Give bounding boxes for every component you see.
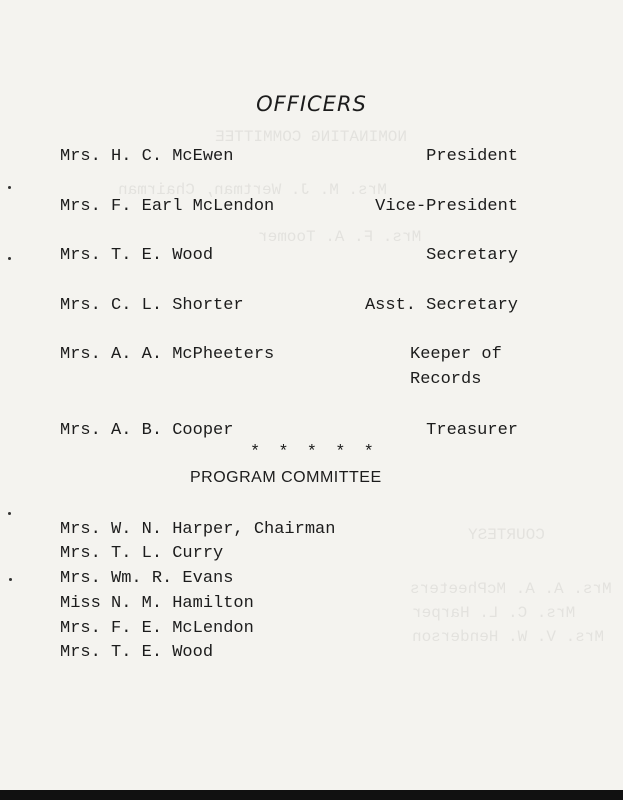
bleed-through-text: COURTESY — [468, 526, 545, 544]
program-committee-heading: PROGRAM COMMITTEE — [190, 469, 382, 486]
officer-role: Vice-President — [375, 197, 518, 216]
officer-role: President — [426, 147, 518, 166]
officer-name: Mrs. A. B. Cooper — [60, 421, 234, 440]
margin-mark — [9, 578, 12, 581]
officer-role: Secretary — [426, 246, 518, 265]
committee-member: Mrs. F. E. McLendon — [60, 619, 254, 638]
officer-role: Treasurer — [426, 421, 518, 440]
scan-border — [0, 790, 623, 800]
officer-row — [60, 345, 518, 401]
officer-role-line2: Records — [410, 370, 482, 389]
officer-name: Mrs. F. Earl McLendon — [60, 197, 275, 216]
officer-name: Mrs. A. A. McPheeters — [60, 345, 275, 364]
officer-name: Mrs. H. C. McEwen — [60, 147, 234, 166]
committee-member: Mrs. Wm. R. Evans — [60, 569, 234, 588]
margin-mark — [8, 512, 11, 515]
bleed-through-text: NOMINATING COMMITTEE — [215, 128, 408, 146]
officer-name: Mrs. T. E. Wood — [60, 246, 214, 265]
officer-role: Asst. Secretary — [364, 296, 518, 315]
bleed-through-text: Mrs. A. A. McPheeters — [410, 580, 612, 598]
committee-member: Mrs. T. L. Curry — [60, 544, 224, 563]
committee-member: Miss N. M. Hamilton — [60, 594, 254, 613]
officers-heading: OFFICERS — [256, 92, 367, 116]
committee-member: Mrs. T. E. Wood — [60, 643, 214, 662]
committee-member: Mrs. W. N. Harper, Chairman — [60, 520, 336, 539]
bleed-through-text: Mrs. V. W. Henderson — [412, 628, 605, 646]
officer-row — [60, 296, 518, 320]
separator-stars: * * * * * — [250, 443, 378, 462]
bleed-through-text: Mrs. C. L. Harper — [412, 604, 576, 622]
bleed-through-text: Mrs. M. J. Wertman, Chairman — [118, 181, 387, 199]
officer-role-line1: Keeper of — [410, 345, 502, 364]
officer-row — [60, 197, 518, 221]
margin-mark — [8, 186, 11, 189]
officer-name: Mrs. C. L. Shorter — [60, 296, 244, 315]
officer-row — [60, 246, 518, 270]
officer-row — [60, 147, 518, 171]
officer-row — [60, 421, 518, 445]
margin-mark — [8, 257, 11, 260]
bleed-through-text: Mrs. F. A. Toomer — [258, 228, 422, 246]
